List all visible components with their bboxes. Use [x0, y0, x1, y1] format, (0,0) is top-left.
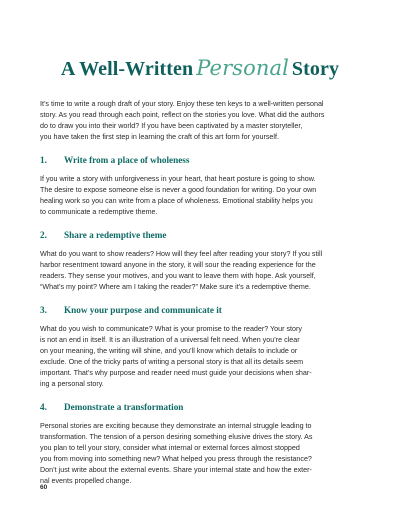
section-heading	[40, 402, 360, 412]
section-heading	[40, 305, 360, 315]
section-title: Know your purpose and communicate it	[64, 305, 222, 315]
title-part-2: Story	[291, 58, 340, 80]
page-title	[40, 56, 360, 81]
section-3	[40, 305, 360, 390]
section-heading	[40, 230, 360, 240]
title-script-word: Personal	[196, 56, 289, 80]
section-body: If you write a story with unforgiveness in your heart, that heart posture is going to show. The desire to expose someone else is never a good foundation for writing. Do your own healing work so you can write from a place of wholeness. Emotional stability helps you to communicate a redemptive theme.	[40, 175, 317, 216]
section-heading	[40, 155, 360, 165]
section-number: 1.	[40, 155, 47, 165]
section-title: Share a redemptive theme	[64, 230, 167, 240]
section-body: Personal stories are exciting because they demonstrate an internal struggle leading to transformation. The tension of a person desiring something elusive drives the story. As you plan to tell your story, consider what internal or external forces almost stopped you from moving into something new? What helped you press through the resistance? Don’t just write about the external events. Share your internal state and how the exter- nal events propelled change.	[40, 422, 313, 485]
section-title: Write from a place of wholeness	[64, 155, 190, 165]
page-number: 60	[40, 484, 48, 491]
section-title: Demonstrate a transformation	[64, 402, 184, 412]
section-body: What do you wish to communicate? What is your promise to the reader? Your story is not an end in itself. It is an illustration of a universal felt need. When you’re clear on your meaning, the writing will shine, and you’ll know which details to include or exclude. One of the tricky parts of writing a personal story is that all its details seem important. That’s why purpose and reader need must guide your decisions when shar- ing a personal story.	[40, 325, 312, 388]
title-part-1: A Well-Written	[60, 58, 194, 80]
section-body: What do you want to show readers? How will they feel after reading your story? If you still harbor resentment toward anyone in the story, it will sour the reading experience for the readers. They sense your motives, and you want to leave them with hope. Ask yourself, “What’s my point? Where am I taking the reader?” Make sure it’s a redemptive theme.	[40, 250, 323, 291]
section-1	[40, 155, 360, 218]
section-2	[40, 230, 360, 293]
section-number: 2.	[40, 230, 47, 240]
section-4	[40, 402, 360, 487]
section-number: 4.	[40, 402, 47, 412]
section-number: 3.	[40, 305, 47, 315]
intro-paragraph: It’s time to write a rough draft of your story. Enjoy these ten keys to a well-written personal story. As you read through each point, reflect on the stories you love. What did the authors do to draw you into their world? If you have been captivated by a master storyteller, you have taken the first step in learning the craft of this art form for yourself.	[40, 100, 325, 141]
